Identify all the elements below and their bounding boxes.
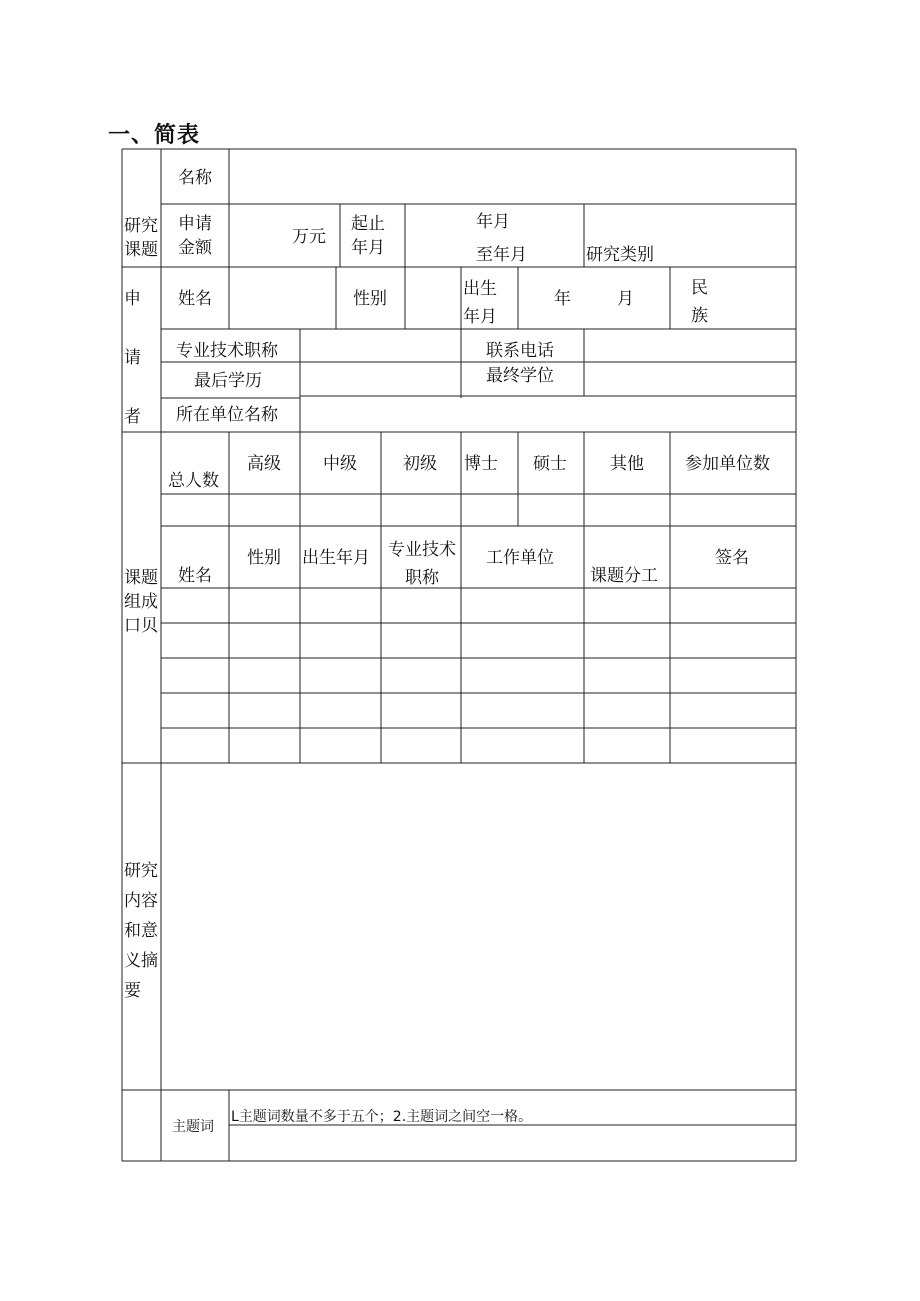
- stats-header: 总人数: [168, 471, 219, 491]
- member-header: 性别: [247, 548, 281, 568]
- stats-header: 其他: [610, 454, 644, 474]
- stats-header: 初级: [403, 454, 437, 474]
- degree-label: 最终学位: [486, 366, 554, 386]
- education-label: 最后学历: [194, 371, 262, 391]
- stats-header: 博士: [464, 454, 498, 474]
- member-header: 工作单位: [486, 548, 554, 568]
- stats-header: 参加单位数: [685, 454, 770, 474]
- applicant-section-label: 申请者: [124, 289, 141, 427]
- abstract-section-label: 研究内容和意义摘要: [124, 861, 158, 1001]
- period-to: 至年月: [476, 245, 527, 265]
- ethnicity-label: 民族: [691, 278, 708, 326]
- topic-name-label: 名称: [178, 168, 212, 188]
- member-header: 姓名: [178, 566, 212, 586]
- member-header: 专业技术职称: [388, 540, 456, 588]
- member-header: 课题分工: [590, 566, 658, 586]
- birth-year: 年: [554, 289, 571, 309]
- topic-section-label: 研究课题: [124, 216, 158, 260]
- phone-label: 联系电话: [486, 341, 554, 361]
- birth-label: 出生年月: [463, 279, 497, 327]
- stats-header: 硕士: [533, 454, 567, 474]
- gender-label: 性别: [353, 289, 387, 309]
- period-from: 年月: [476, 212, 510, 232]
- stats-header: 中级: [323, 454, 357, 474]
- keywords-label: 主题词: [172, 1119, 214, 1135]
- keywords-note: L主题词数量不多于五个；2.主题词之间空一格。: [231, 1109, 533, 1125]
- title-label: 专业技术职称: [176, 341, 278, 361]
- unit-label: 所在单位名称: [176, 405, 278, 425]
- member-header: 出生年月: [302, 548, 370, 568]
- group-section-label: 课题组成口贝: [124, 568, 158, 636]
- period-label: 起止年月: [351, 214, 385, 258]
- section-heading: 一、简表: [108, 123, 201, 148]
- amount-unit: 万元: [292, 227, 326, 247]
- stats-header: 高级: [247, 454, 281, 474]
- member-header: 签名: [715, 548, 749, 568]
- birth-month: 月: [617, 289, 634, 309]
- applicant-name-label: 姓名: [178, 289, 212, 309]
- amount-label: 申请金额: [178, 214, 212, 258]
- category-label: 研究类别: [586, 245, 654, 265]
